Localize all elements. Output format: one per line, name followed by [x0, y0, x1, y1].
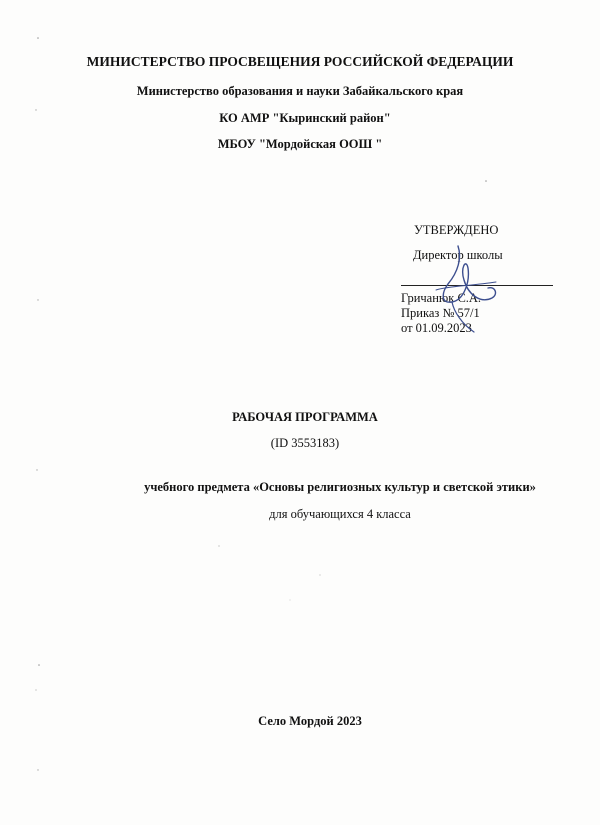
order-date: от 01.09.2023	[401, 321, 472, 335]
ministry-heading: МИНИСТЕРСТВО ПРОСВЕЩЕНИЯ РОССИЙСКОЙ ФЕДЕРАЦИИ	[86, 54, 514, 69]
document-id: (ID 3553183)	[270, 436, 340, 450]
target-grade: для обучающихся 4 класса	[269, 507, 411, 521]
regional-ministry: Министерство образования и науки Забайкальского края	[136, 84, 464, 98]
district-office: КО АМР "Кыринский район"	[219, 111, 391, 125]
order-number: Приказ № 57/1	[401, 306, 480, 320]
school-name: МБОУ "Мордойская ООШ "	[217, 137, 383, 151]
subject-name: учебного предмета «Основы религиозных культур и светской этики»	[144, 480, 536, 494]
document-title: РАБОЧАЯ ПРОГРАММА	[232, 410, 378, 424]
place-and-year: Село Мордой 2023	[258, 714, 362, 728]
approver-position: Директор школы	[413, 248, 503, 262]
approval-title: УТВЕРЖДЕНО	[414, 223, 499, 237]
approver-name: Гричанюк С.А.	[401, 291, 482, 305]
